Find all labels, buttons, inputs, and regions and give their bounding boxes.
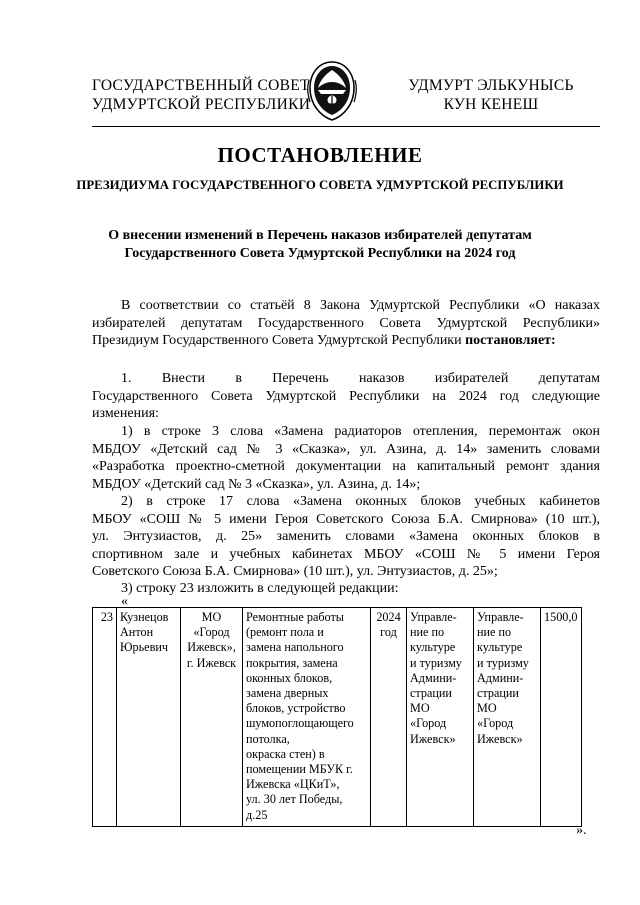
cell-district [181, 608, 243, 827]
header-right [408, 76, 574, 114]
header-left-line: ГОСУДАРСТВЕННЫЙ СОВЕТ [92, 77, 310, 94]
sub2-line: ул. Энтузиастов, д. 25» заменить словами «Замена оконных блоков в [92, 529, 600, 544]
cell-line: ние по [477, 625, 512, 640]
document-heading [0, 227, 640, 263]
cell-line: (ремонт пола и [246, 625, 324, 640]
cell-text: 23 [100, 610, 113, 624]
cell-line: д.25 [246, 807, 268, 822]
item1-line: 1. Внести в Перечень наказов избирателей депутатам [121, 371, 600, 386]
sub1-line: 1) в строке 3 слова «Замена радиаторов отепления, перемонтаж окон [121, 424, 600, 439]
cell-line: МО [477, 701, 497, 716]
cell-executor [407, 608, 474, 827]
cell-line: и туризму [477, 655, 529, 670]
cell-line: замена дверных [246, 686, 329, 701]
document-subtitle: ПРЕЗИДИУМА ГОСУДАРСТВЕННОГО СОВЕТА УДМУРТСКОЙ РЕСПУБЛИКИ [76, 178, 564, 192]
subitem-2 [92, 493, 600, 581]
subitem-1 [92, 423, 600, 493]
cell-line: «Город [477, 716, 514, 731]
sub2-line: 2) в строке 17 слова «Замена оконных блоков учебных кабинетов [121, 494, 600, 509]
cell-line: г. Ижевск [186, 655, 237, 670]
sub2-line: Советского Союза Б.А. Смирнова» (10 шт.), ул. Энтузиастов, д. 25»; [92, 564, 498, 579]
item-1 [92, 370, 600, 423]
closing-quote: ». [576, 823, 587, 838]
header-divider [92, 126, 600, 127]
sub3-line: 3) строку 23 изложить в следующей редакции: [121, 581, 399, 596]
preamble [92, 297, 600, 350]
cell-line: Ижевска «ЦКиТ», [246, 777, 340, 792]
nakaz-table [92, 607, 582, 827]
preamble-bold-end: постановляет: [465, 333, 556, 348]
heading-line: Государственного Совета Удмуртской Республики на 2024 год [124, 246, 516, 261]
item1-line: Государственного Совета Удмуртской Республики на 2024 год следующие [92, 388, 600, 404]
preamble-line: В соответствии со статьёй 8 Закона Удмуртской Республики «О наказах [121, 298, 600, 313]
cell-line: страции [477, 686, 519, 701]
cell-line: Антон [120, 625, 154, 640]
cell-line: Ижевск», [187, 640, 236, 655]
cell-line: Управле- [410, 610, 457, 624]
cell-line: Админи- [410, 670, 457, 685]
emblem-icon [306, 60, 358, 122]
cell-line: «Город [193, 625, 230, 640]
sub1-line: МБДОУ «Детский сад № 3 «Сказка», ул. Азина, д. 14» заменить словами [92, 441, 600, 457]
sub2-line: МБОУ «СОШ № 5 имени Героя Советского Союза Б.А. Смирнова» (10 шт.), [92, 511, 600, 527]
cell-line: МО [201, 610, 222, 624]
sub2-line: спортивном зале и учебных кабинетах МБОУ «СОШ № 5 имени Героя [92, 546, 600, 562]
table-row [93, 608, 582, 827]
cell-line: «Город [410, 716, 447, 731]
cell-line: Кузнецов [120, 610, 169, 624]
cell-line: окраска стен) в [246, 746, 325, 761]
cell-deputy [117, 608, 181, 827]
cell-line: ул. 30 лет Победы, [246, 792, 343, 807]
header-left [92, 76, 310, 114]
preamble-text: Президиум Государственного Совета Удмуртской Республики [92, 333, 466, 348]
cell-text: 1500,0 [544, 610, 578, 624]
cell-line: Ижевск» [477, 731, 523, 746]
cell-line: потолка, [246, 731, 290, 746]
cell-line: помещении МБУК г. [246, 762, 353, 777]
cell-line: Админи- [477, 670, 524, 685]
cell-num [93, 608, 117, 827]
cell-line: Ремонтные работы [246, 610, 344, 624]
sub1-line: МБДОУ «Детский сад № 3 «Сказка», ул. Азина, д. 14»; [92, 476, 421, 492]
cell-line: культуре [477, 640, 523, 655]
cell-line: Управле- [477, 610, 524, 624]
cell-line: шумопоглощающего [246, 716, 354, 731]
document-title: ПОСТАНОВЛЕНИЕ [217, 143, 423, 167]
cell-line: покрытия, замена [246, 655, 338, 670]
cell-line: оконных блоков, [246, 670, 333, 685]
preamble-line [92, 332, 600, 350]
cell-year [371, 608, 407, 827]
item1-line: изменения: [92, 406, 159, 421]
header-left-line: УДМУРТСКОЙ РЕСПУБЛИКИ [92, 96, 311, 113]
cell-line: культуре [410, 640, 456, 655]
heading-line: О внесении изменений в Перечень наказов избирателей депутатам [108, 228, 532, 243]
cell-content [243, 608, 371, 827]
cell-line: ние по [410, 625, 445, 640]
cell-line: МО [410, 701, 430, 716]
open-quote: « [121, 594, 128, 609]
cell-line: замена напольного [246, 640, 344, 655]
sub1-line: «Разработка проектно-сметной документации на капитальный ремонт здания [92, 459, 600, 474]
cell-line: год [380, 625, 397, 640]
cell-line: страции [410, 686, 452, 701]
header-right-line: УДМУРТ ЭЛЬКУНЫСЬ [408, 77, 574, 94]
cell-amount [541, 608, 582, 827]
cell-line: и туризму [410, 655, 462, 670]
preamble-line: избирателей депутатам Государственного Совета Удмуртской Республики» [92, 315, 600, 331]
cell-line: Юрьевич [120, 640, 168, 655]
cell-line: блоков, устройство [246, 701, 346, 716]
cell-recipient [474, 608, 541, 827]
cell-line: Ижевск» [410, 731, 456, 746]
header-right-line: КУН КЕНЕШ [443, 96, 539, 113]
cell-line: 2024 [376, 610, 401, 624]
subitem-3 [92, 580, 600, 598]
